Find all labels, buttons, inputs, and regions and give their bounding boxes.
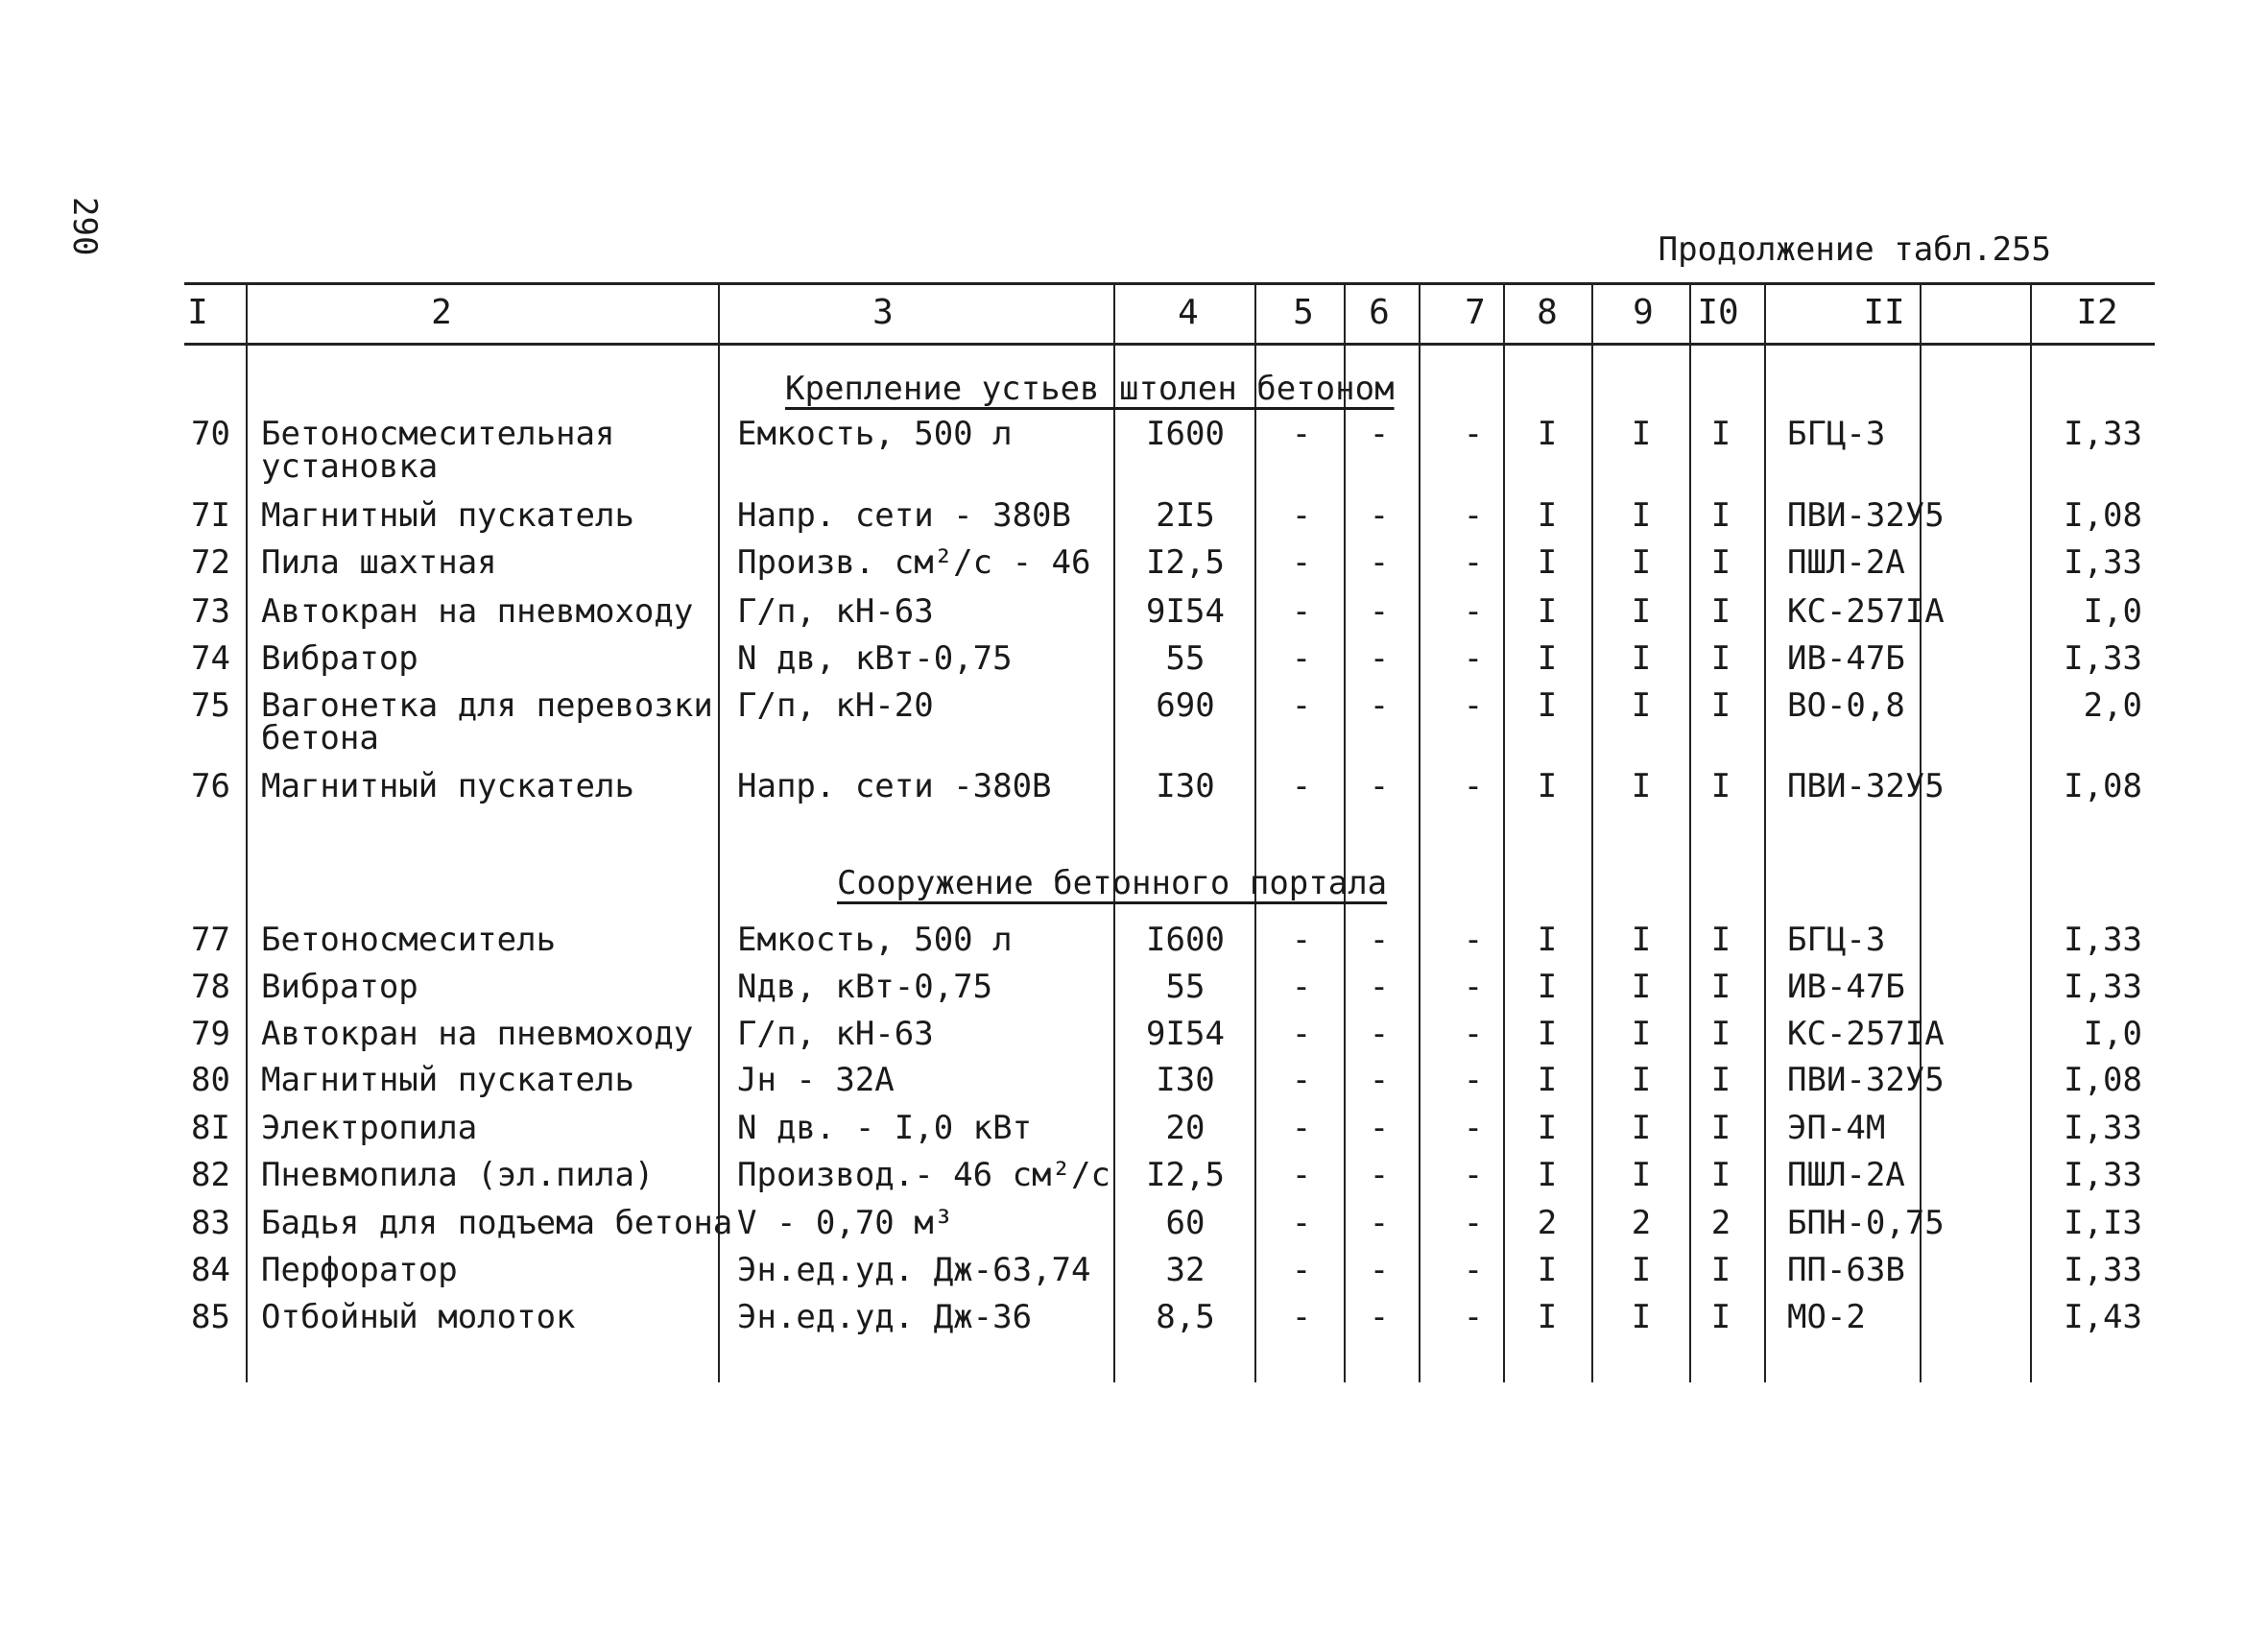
cell-spec: Г/п, кН-20: [737, 686, 934, 725]
cell-c12: I,33: [2064, 1109, 2142, 1147]
cell-c9: I: [1631, 639, 1652, 678]
cell-c5: -: [1291, 1109, 1312, 1147]
cell-c9: I: [1631, 1109, 1652, 1147]
col-header-7: 7: [1465, 293, 1486, 332]
col-header-4: 4: [1178, 293, 1199, 332]
cell-c9: I: [1631, 767, 1652, 805]
cell-c5: -: [1291, 968, 1312, 1006]
cell-c6: -: [1369, 921, 1390, 959]
cell-c12: I,0: [2083, 592, 2142, 631]
cell-num: 80: [191, 1061, 230, 1099]
cell-name: Перфоратор: [261, 1251, 458, 1289]
cell-c4: 690: [1156, 686, 1215, 725]
cell-num: 7I: [191, 496, 230, 535]
cell-c4: I600: [1146, 415, 1225, 453]
cell-c6: -: [1369, 1298, 1390, 1336]
cell-c12: I,08: [2064, 767, 2142, 805]
cell-c12: I,08: [2064, 496, 2142, 535]
cell-c7: -: [1463, 496, 1484, 535]
cell-c11: БГЦ-3: [1787, 921, 1886, 959]
cell-c4: 2I5: [1156, 496, 1215, 535]
cell-c8: 2: [1537, 1204, 1558, 1242]
cell-c5: -: [1291, 496, 1312, 535]
cell-name: Бадья для подъема бетона: [261, 1204, 733, 1242]
cell-spec: Произв. см²/с - 46: [737, 543, 1091, 582]
cell-c12: I,33: [2064, 639, 2142, 678]
cell-c5: -: [1291, 921, 1312, 959]
cell-c11: ПШЛ-2А: [1787, 1156, 1905, 1194]
col-header-5: 5: [1293, 293, 1314, 332]
cell-c6: -: [1369, 496, 1390, 535]
cell-spec: Напр. сети - 380В: [737, 496, 1071, 535]
cell-name: Автокран на пневмоходу: [261, 1015, 694, 1053]
cell-c9: I: [1631, 1061, 1652, 1099]
cell-c11: ПВИ-32У5: [1787, 1061, 1945, 1099]
cell-name-continued: установка: [261, 447, 439, 486]
cell-name: Магнитный пускатель: [261, 1061, 634, 1099]
cell-c8: I: [1537, 1061, 1558, 1099]
column-divider: [1254, 282, 1256, 1382]
cell-num: 74: [191, 639, 230, 678]
cell-c10: I: [1710, 921, 1731, 959]
cell-c4: 9I54: [1146, 592, 1225, 631]
cell-c9: I: [1631, 968, 1652, 1006]
col-header-12: I2: [2076, 293, 2118, 332]
cell-name: Отбойный молоток: [261, 1298, 576, 1336]
cell-c8: I: [1537, 1298, 1558, 1336]
cell-c9: I: [1631, 1298, 1652, 1336]
cell-c6: -: [1369, 1204, 1390, 1242]
cell-c11: ЭП-4М: [1787, 1109, 1886, 1147]
cell-c10: I: [1710, 496, 1731, 535]
cell-c9: I: [1631, 592, 1652, 631]
cell-c12: I,33: [2064, 1251, 2142, 1289]
cell-c10: I: [1710, 1156, 1731, 1194]
cell-c7: -: [1463, 592, 1484, 631]
cell-c12: I,33: [2064, 921, 2142, 959]
col-header-3: 3: [872, 293, 894, 332]
cell-c8: I: [1537, 1015, 1558, 1053]
cell-c7: -: [1463, 968, 1484, 1006]
col-header-8: 8: [1537, 293, 1558, 332]
cell-c5: -: [1291, 1156, 1312, 1194]
cell-num: 84: [191, 1251, 230, 1289]
cell-c10: I: [1710, 543, 1731, 582]
cell-c8: I: [1537, 921, 1558, 959]
cell-c5: -: [1291, 686, 1312, 725]
cell-c7: -: [1463, 767, 1484, 805]
cell-c10: I: [1710, 1015, 1731, 1053]
cell-c4: 60: [1165, 1204, 1206, 1242]
cell-c12: I,33: [2064, 415, 2142, 453]
cell-name: Пневмопила (эл.пила): [261, 1156, 655, 1194]
table-caption: Продолжение табл.255: [1658, 230, 2051, 269]
cell-name: Автокран на пневмоходу: [261, 592, 694, 631]
cell-c6: -: [1369, 543, 1390, 582]
cell-c8: I: [1537, 767, 1558, 805]
cell-c7: -: [1463, 1298, 1484, 1336]
column-divider: [1344, 282, 1346, 1382]
section-title: Крепление устьев штолен бетоном: [785, 370, 1395, 408]
cell-c11: ПП-63В: [1787, 1251, 1905, 1289]
col-header-10: I0: [1697, 293, 1739, 332]
cell-c6: -: [1369, 968, 1390, 1006]
cell-spec: Г/п, кН-63: [737, 1015, 934, 1053]
cell-c4: I2,5: [1146, 1156, 1225, 1194]
column-divider: [1503, 282, 1505, 1382]
cell-c7: -: [1463, 415, 1484, 453]
cell-c11: БПН-0,75: [1787, 1204, 1945, 1242]
cell-c8: I: [1537, 639, 1558, 678]
cell-c7: -: [1463, 1061, 1484, 1099]
cell-c12: 2,0: [2083, 686, 2142, 725]
col-header-2: 2: [431, 293, 452, 332]
cell-c5: -: [1291, 415, 1312, 453]
cell-name: Магнитный пускатель: [261, 496, 634, 535]
cell-spec: Nдв, кВт-0,75: [737, 968, 993, 1006]
cell-c5: -: [1291, 592, 1312, 631]
cell-c8: I: [1537, 543, 1558, 582]
cell-num: 78: [191, 968, 230, 1006]
cell-name: Вибратор: [261, 639, 418, 678]
cell-c11: ПВИ-32У5: [1787, 767, 1945, 805]
cell-c8: I: [1537, 415, 1558, 453]
cell-c5: -: [1291, 1251, 1312, 1289]
cell-name: Пила шахтная: [261, 543, 497, 582]
cell-c10: I: [1710, 639, 1731, 678]
cell-c10: I: [1710, 1298, 1731, 1336]
cell-c9: I: [1631, 1251, 1652, 1289]
cell-c11: ИВ-47Б: [1787, 968, 1905, 1006]
cell-c10: I: [1710, 767, 1731, 805]
col-header-11: II: [1863, 293, 1905, 332]
cell-c8: I: [1537, 1251, 1558, 1289]
cell-c6: -: [1369, 592, 1390, 631]
cell-spec: Эн.ед.уд. Дж-63,74: [737, 1251, 1091, 1289]
cell-c12: I,I3: [2064, 1204, 2142, 1242]
cell-c6: -: [1369, 1109, 1390, 1147]
cell-name: Магнитный пускатель: [261, 767, 634, 805]
cell-c6: -: [1369, 686, 1390, 725]
column-divider: [1591, 282, 1593, 1382]
col-header-9: 9: [1633, 293, 1654, 332]
cell-c7: -: [1463, 1251, 1484, 1289]
cell-c11: КС-257IА: [1787, 592, 1945, 631]
cell-c7: -: [1463, 543, 1484, 582]
section-title: Сооружение бетонного портала: [837, 864, 1388, 902]
cell-name: Вибратор: [261, 968, 418, 1006]
col-header-6: 6: [1369, 293, 1390, 332]
cell-c7: -: [1463, 1109, 1484, 1147]
cell-c10: I: [1710, 686, 1731, 725]
cell-c5: -: [1291, 1015, 1312, 1053]
cell-c11: ИВ-47Б: [1787, 639, 1905, 678]
cell-spec: Емкость, 500 л: [737, 921, 1013, 959]
cell-c4: I30: [1156, 767, 1215, 805]
cell-num: 76: [191, 767, 230, 805]
cell-c11: ВО-0,8: [1787, 686, 1905, 725]
header-bottom-rule: [184, 343, 2155, 346]
cell-name: Бетоносмеситель: [261, 921, 557, 959]
cell-c4: 9I54: [1146, 1015, 1225, 1053]
column-divider: [1113, 282, 1115, 1382]
cell-c5: -: [1291, 1061, 1312, 1099]
cell-num: 72: [191, 543, 230, 582]
cell-c5: -: [1291, 639, 1312, 678]
cell-c6: -: [1369, 1251, 1390, 1289]
cell-num: 85: [191, 1298, 230, 1336]
cell-c11: КС-257IА: [1787, 1015, 1945, 1053]
cell-name: Вагонетка для перевозки: [261, 686, 713, 725]
cell-c11: ПШЛ-2А: [1787, 543, 1905, 582]
cell-c10: I: [1710, 1061, 1731, 1099]
col-header-1: I: [187, 293, 208, 332]
cell-c8: I: [1537, 496, 1558, 535]
cell-c4: 32: [1165, 1251, 1206, 1289]
cell-c4: I600: [1146, 921, 1225, 959]
cell-c9: I: [1631, 1015, 1652, 1053]
cell-num: 75: [191, 686, 230, 725]
cell-spec: Эн.ед.уд. Дж-36: [737, 1298, 1033, 1336]
cell-c4: I2,5: [1146, 543, 1225, 582]
cell-c5: -: [1291, 543, 1312, 582]
cell-num: 70: [191, 415, 230, 453]
cell-c11: МО-2: [1787, 1298, 1866, 1336]
cell-spec: V - 0,70 м³: [737, 1204, 954, 1242]
cell-c10: 2: [1710, 1204, 1731, 1242]
cell-num: 73: [191, 592, 230, 631]
cell-c4: 55: [1165, 968, 1206, 1006]
cell-spec: N дв, кВт-0,75: [737, 639, 1013, 678]
cell-name-continued: бетона: [261, 719, 379, 757]
cell-c8: I: [1537, 1109, 1558, 1147]
cell-c10: I: [1710, 1109, 1731, 1147]
column-divider: [246, 282, 248, 1382]
cell-c4: 55: [1165, 639, 1206, 678]
cell-c12: I,08: [2064, 1061, 2142, 1099]
cell-num: 83: [191, 1204, 230, 1242]
cell-c8: I: [1537, 686, 1558, 725]
cell-name: Бетоносмесительная: [261, 415, 615, 453]
cell-num: 79: [191, 1015, 230, 1053]
cell-c10: I: [1710, 968, 1731, 1006]
cell-c12: I,43: [2064, 1298, 2142, 1336]
cell-c7: -: [1463, 1015, 1484, 1053]
cell-spec: Производ.- 46 см²/с: [737, 1156, 1110, 1194]
cell-c7: -: [1463, 1204, 1484, 1242]
cell-spec: Емкость, 500 л: [737, 415, 1013, 453]
cell-c7: -: [1463, 686, 1484, 725]
cell-c8: I: [1537, 1156, 1558, 1194]
cell-c8: I: [1537, 968, 1558, 1006]
cell-c5: -: [1291, 767, 1312, 805]
column-divider: [1419, 282, 1420, 1382]
cell-c5: -: [1291, 1204, 1312, 1242]
cell-c4: I30: [1156, 1061, 1215, 1099]
cell-c9: 2: [1631, 1204, 1652, 1242]
cell-c6: -: [1369, 767, 1390, 805]
cell-num: 82: [191, 1156, 230, 1194]
cell-c12: I,33: [2064, 543, 2142, 582]
column-divider: [2030, 282, 2032, 1382]
cell-c6: -: [1369, 415, 1390, 453]
cell-c12: I,33: [2064, 968, 2142, 1006]
cell-name: Электропила: [261, 1109, 478, 1147]
cell-spec: Jн - 32А: [737, 1061, 895, 1099]
cell-c4: 8,5: [1156, 1298, 1215, 1336]
cell-spec: Г/п, кН-63: [737, 592, 934, 631]
cell-c9: I: [1631, 415, 1652, 453]
cell-c5: -: [1291, 1298, 1312, 1336]
cell-c6: -: [1369, 1156, 1390, 1194]
cell-c10: I: [1710, 592, 1731, 631]
cell-c9: I: [1631, 1156, 1652, 1194]
cell-c9: I: [1631, 921, 1652, 959]
cell-c9: I: [1631, 543, 1652, 582]
cell-c6: -: [1369, 1061, 1390, 1099]
cell-c10: I: [1710, 415, 1731, 453]
page-number: 290: [65, 197, 104, 256]
cell-num: 8I: [191, 1109, 230, 1147]
cell-spec: Напр. сети -380В: [737, 767, 1052, 805]
cell-num: 77: [191, 921, 230, 959]
cell-c11: ПВИ-32У5: [1787, 496, 1945, 535]
cell-c12: I,0: [2083, 1015, 2142, 1053]
cell-c7: -: [1463, 921, 1484, 959]
cell-c8: I: [1537, 592, 1558, 631]
cell-spec: N дв. - I,0 кВт: [737, 1109, 1033, 1147]
column-divider: [1689, 282, 1691, 1382]
cell-c4: 20: [1165, 1109, 1206, 1147]
table-top-rule: [184, 282, 2155, 285]
cell-c9: I: [1631, 686, 1652, 725]
cell-c7: -: [1463, 639, 1484, 678]
cell-c12: I,33: [2064, 1156, 2142, 1194]
cell-c10: I: [1710, 1251, 1731, 1289]
cell-c6: -: [1369, 639, 1390, 678]
cell-c7: -: [1463, 1156, 1484, 1194]
cell-c6: -: [1369, 1015, 1390, 1053]
cell-c11: БГЦ-3: [1787, 415, 1886, 453]
column-divider: [1764, 282, 1766, 1382]
cell-c9: I: [1631, 496, 1652, 535]
